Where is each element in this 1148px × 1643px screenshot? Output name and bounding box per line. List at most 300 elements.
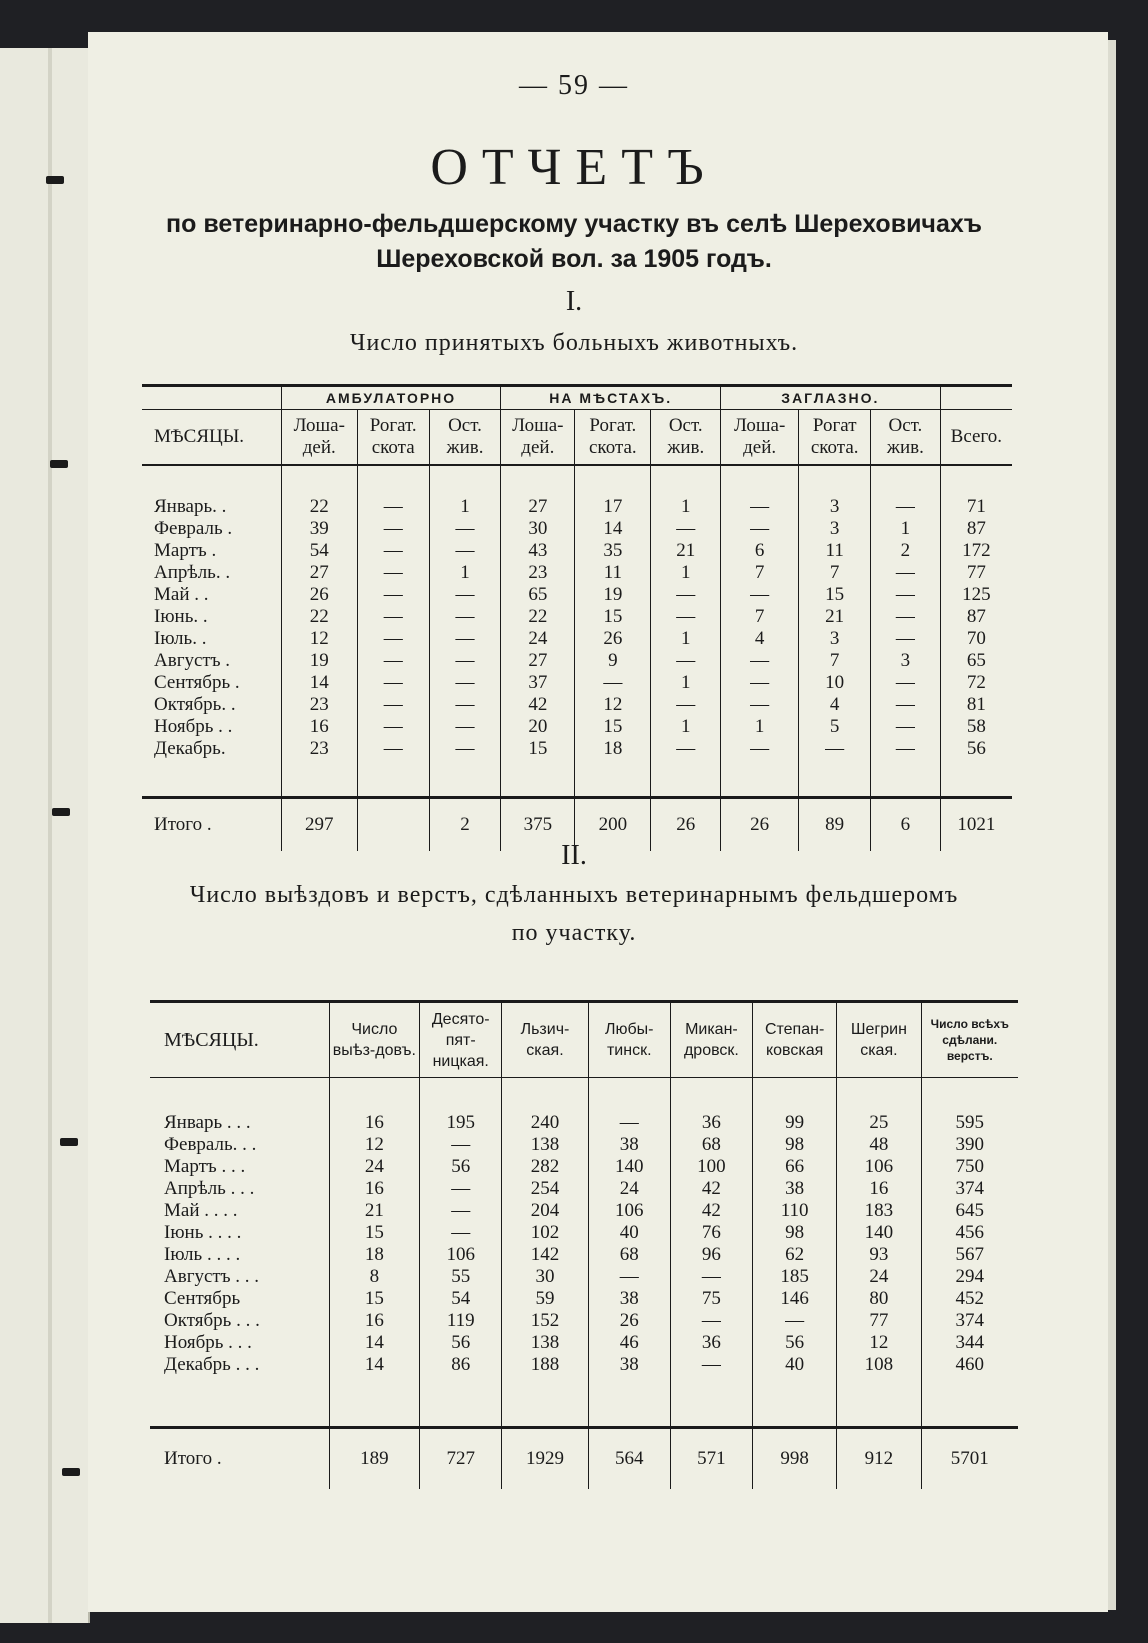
value-cell: 14 [575, 518, 651, 540]
value-cell: 36 [670, 1332, 752, 1354]
value-cell: — [651, 738, 721, 760]
group-header-ambulatory: АМБУЛАТОРНО [281, 386, 501, 410]
value-cell: 12 [281, 628, 357, 650]
value-cell: 595 [921, 1112, 1018, 1134]
value-cell: — [420, 1200, 502, 1222]
table-row [150, 1310, 1018, 1332]
month-cell: Октябрь . . . [164, 1310, 260, 1331]
value-cell: 76 [670, 1222, 752, 1244]
value-cell: — [357, 562, 429, 584]
value-cell: — [420, 1222, 502, 1244]
value-cell: 282 [502, 1156, 588, 1178]
value-cell: 106 [837, 1156, 921, 1178]
value-cell: 93 [837, 1244, 921, 1266]
group-header-remote: ЗАГЛАЗНО. [721, 386, 941, 410]
value-cell: 38 [752, 1178, 836, 1200]
value-cell: — [651, 694, 721, 716]
value-cell: 1 [429, 562, 501, 584]
table-row [142, 694, 1012, 716]
spacer-row [142, 465, 1012, 496]
value-cell: — [429, 606, 501, 628]
value-cell: 23 [281, 738, 357, 760]
value-cell: — [357, 584, 429, 606]
month-cell: Августъ . [154, 650, 231, 671]
value-cell: 146 [752, 1288, 836, 1310]
value-cell: — [721, 584, 799, 606]
value-cell: 3 [871, 650, 941, 672]
value-cell: 46 [588, 1332, 670, 1354]
value-cell: 16 [329, 1310, 420, 1332]
value-cell: 7 [721, 606, 799, 628]
value-cell: 3 [799, 628, 871, 650]
value-cell: 96 [670, 1244, 752, 1266]
value-cell: 59 [502, 1288, 588, 1310]
value-cell: — [670, 1310, 752, 1332]
value-cell: — [429, 650, 501, 672]
value-cell: — [871, 584, 941, 606]
value-cell: 750 [921, 1156, 1018, 1178]
column-header: Ост. жив. [429, 410, 501, 466]
value-cell: — [357, 650, 429, 672]
value-cell: 38 [588, 1354, 670, 1376]
value-cell: 56 [940, 738, 1012, 760]
value-cell: 12 [837, 1332, 921, 1354]
column-header: Лоша-дей. [721, 410, 799, 466]
value-cell: 80 [837, 1288, 921, 1310]
value-cell: 1 [651, 562, 721, 584]
value-cell: — [721, 650, 799, 672]
value-cell: 65 [501, 584, 575, 606]
value-cell: — [871, 738, 941, 760]
table-row [142, 562, 1012, 584]
binding-spine [48, 48, 52, 1623]
value-cell: 119 [420, 1310, 502, 1332]
table-row [150, 1244, 1018, 1266]
value-cell: 23 [501, 562, 575, 584]
value-cell: — [357, 716, 429, 738]
value-cell: 22 [281, 606, 357, 628]
patients-rows [142, 465, 1012, 851]
value-cell: — [357, 518, 429, 540]
total-cell: 1021 [940, 798, 1012, 852]
table-row [150, 1112, 1018, 1134]
month-cell: Декабрь . . . [164, 1354, 260, 1375]
page-edge [1108, 40, 1116, 1610]
table-row [142, 672, 1012, 694]
binding-thread [50, 460, 68, 468]
month-cell: Іюнь . . . . [164, 1222, 242, 1243]
total-cell: 5701 [921, 1428, 1018, 1490]
value-cell: — [357, 672, 429, 694]
value-cell: 48 [837, 1134, 921, 1156]
column-header: Рогат скота. [799, 410, 871, 466]
value-cell: 152 [502, 1310, 588, 1332]
column-header: Шегрин ская. [837, 1002, 921, 1078]
total-cell: 26 [721, 798, 799, 852]
value-cell: 62 [752, 1244, 836, 1266]
table-row [142, 540, 1012, 562]
table-row [150, 1156, 1018, 1178]
value-cell: 195 [420, 1112, 502, 1134]
value-cell: 42 [670, 1178, 752, 1200]
month-cell: Мартъ . [154, 540, 217, 561]
value-cell: — [357, 606, 429, 628]
value-cell: 68 [588, 1244, 670, 1266]
value-cell: 18 [575, 738, 651, 760]
value-cell: 42 [501, 694, 575, 716]
table-row [142, 650, 1012, 672]
value-cell: 71 [940, 496, 1012, 518]
value-cell: 140 [588, 1156, 670, 1178]
value-cell: 30 [502, 1266, 588, 1288]
value-cell: 14 [329, 1332, 420, 1354]
value-cell: 106 [588, 1200, 670, 1222]
value-cell: — [651, 606, 721, 628]
value-cell: 294 [921, 1266, 1018, 1288]
subtitle-line-1: по ветеринарно-фельдшерскому участку въ селѣ Шереховичахъ [166, 210, 982, 238]
month-cell: Ноябрь . . . [164, 1332, 252, 1353]
value-cell: — [420, 1178, 502, 1200]
value-cell: 390 [921, 1134, 1018, 1156]
binding-thread [60, 1138, 78, 1146]
value-cell: 138 [502, 1134, 588, 1156]
total-cell: 2 [429, 798, 501, 852]
total-cell: 375 [501, 798, 575, 852]
value-cell: 1 [651, 628, 721, 650]
value-cell: — [871, 496, 941, 518]
value-cell: 30 [501, 518, 575, 540]
value-cell: 42 [670, 1200, 752, 1222]
value-cell: 240 [502, 1112, 588, 1134]
month-cell: Ноябрь . . [154, 716, 233, 737]
month-cell: Февраль . [154, 518, 233, 539]
value-cell: 374 [921, 1178, 1018, 1200]
value-cell: 16 [329, 1112, 420, 1134]
value-cell: 15 [329, 1288, 420, 1310]
value-cell: 183 [837, 1200, 921, 1222]
column-header: Число выѣз-довъ. [329, 1002, 420, 1078]
value-cell: 40 [588, 1222, 670, 1244]
table-row [150, 1178, 1018, 1200]
value-cell: 54 [281, 540, 357, 562]
total-cell: 912 [837, 1428, 921, 1490]
column-header: Ост. жив. [651, 410, 721, 466]
binding-thread [62, 1468, 80, 1476]
value-cell: 11 [799, 540, 871, 562]
value-cell: 39 [281, 518, 357, 540]
value-cell: 26 [281, 584, 357, 606]
column-header: МѢСЯЦЫ. [142, 410, 281, 466]
value-cell: 15 [575, 716, 651, 738]
value-cell: 15 [501, 738, 575, 760]
section-2-caption-line-2: по участку. [511, 920, 637, 946]
value-cell: 21 [799, 606, 871, 628]
value-cell: 77 [837, 1310, 921, 1332]
value-cell: — [651, 518, 721, 540]
value-cell: — [588, 1112, 670, 1134]
month-cell: Февраль. . . [164, 1134, 257, 1155]
value-cell: 16 [329, 1178, 420, 1200]
total-cell: 189 [329, 1428, 420, 1490]
value-cell: — [357, 540, 429, 562]
value-cell: 17 [575, 496, 651, 518]
value-cell: 38 [588, 1134, 670, 1156]
value-cell: 16 [837, 1178, 921, 1200]
spacer-row [150, 1078, 1018, 1113]
value-cell: 54 [420, 1288, 502, 1310]
table-row [150, 1354, 1018, 1376]
value-cell: — [651, 650, 721, 672]
column-header: Льзич-ская. [502, 1002, 588, 1078]
value-cell: 98 [752, 1134, 836, 1156]
value-cell: 3 [799, 496, 871, 518]
value-cell: 81 [940, 694, 1012, 716]
value-cell: — [429, 716, 501, 738]
value-cell: 19 [575, 584, 651, 606]
value-cell: 11 [575, 562, 651, 584]
patients-table [142, 384, 1012, 851]
facing-page [0, 48, 90, 1623]
value-cell: 125 [940, 584, 1012, 606]
value-cell: 142 [502, 1244, 588, 1266]
value-cell: 3 [799, 518, 871, 540]
column-header: Всего. [940, 410, 1012, 466]
table-row [150, 1200, 1018, 1222]
month-cell: Май . . . . [164, 1200, 238, 1221]
value-cell: 456 [921, 1222, 1018, 1244]
value-cell: 1 [651, 672, 721, 694]
month-cell: Апрѣль. . [154, 562, 231, 583]
value-cell: — [871, 672, 941, 694]
total-cell: 571 [670, 1428, 752, 1490]
value-cell: 43 [501, 540, 575, 562]
value-cell: 460 [921, 1354, 1018, 1376]
total-cell: 1929 [502, 1428, 588, 1490]
value-cell: 22 [501, 606, 575, 628]
binding-thread [52, 808, 70, 816]
value-cell: 15 [799, 584, 871, 606]
value-cell: 87 [940, 606, 1012, 628]
value-cell: 26 [575, 628, 651, 650]
value-cell: 87 [940, 518, 1012, 540]
value-cell: 102 [502, 1222, 588, 1244]
value-cell: 66 [752, 1156, 836, 1178]
table-row [150, 1266, 1018, 1288]
trips-table [150, 1000, 1018, 1489]
value-cell: 172 [940, 540, 1012, 562]
value-cell: 24 [501, 628, 575, 650]
value-cell: 27 [501, 650, 575, 672]
value-cell: — [721, 738, 799, 760]
value-cell: 4 [799, 694, 871, 716]
value-cell: — [670, 1354, 752, 1376]
table-row [150, 1332, 1018, 1354]
value-cell: — [575, 672, 651, 694]
group-header-on-site: НА МѢСТАХЪ. [501, 386, 721, 410]
month-cell: Іюнь. . [154, 606, 208, 627]
total-cell: 89 [799, 798, 871, 852]
total-cell: 998 [752, 1428, 836, 1490]
value-cell: 106 [420, 1244, 502, 1266]
month-cell: Іюль . . . . [164, 1244, 241, 1265]
value-cell: 21 [651, 540, 721, 562]
value-cell: — [871, 562, 941, 584]
value-cell: 7 [721, 562, 799, 584]
spacer-row [142, 760, 1012, 798]
value-cell: 58 [940, 716, 1012, 738]
value-cell: 138 [502, 1332, 588, 1354]
month-cell: Октябрь. . [154, 694, 236, 715]
month-cell: Январь . . . [164, 1112, 251, 1133]
value-cell: 1 [721, 716, 799, 738]
value-cell: — [721, 694, 799, 716]
value-cell: — [871, 716, 941, 738]
column-header: Микан-дровск. [670, 1002, 752, 1078]
value-cell: 7 [799, 562, 871, 584]
total-cell: 200 [575, 798, 651, 852]
value-cell: 7 [799, 650, 871, 672]
value-cell: 56 [752, 1332, 836, 1354]
page-title: ОТЧЕТЪ [430, 139, 718, 196]
value-cell: — [429, 584, 501, 606]
month-cell: Январь. . [154, 496, 227, 517]
section-2-numeral: II. [561, 840, 587, 871]
value-cell: 86 [420, 1354, 502, 1376]
value-cell: 2 [871, 540, 941, 562]
value-cell: 70 [940, 628, 1012, 650]
value-cell: 12 [575, 694, 651, 716]
value-cell: — [420, 1134, 502, 1156]
column-header: МѢСЯЦЫ. [150, 1002, 329, 1078]
month-cell: Іюль. . [154, 628, 207, 649]
section-1-caption: Число принятыхъ больныхъ животныхъ. [349, 330, 799, 356]
value-cell: 35 [575, 540, 651, 562]
table-row [142, 518, 1012, 540]
value-cell: 21 [329, 1200, 420, 1222]
value-cell: 452 [921, 1288, 1018, 1310]
value-cell: — [429, 518, 501, 540]
value-cell: 14 [329, 1354, 420, 1376]
value-cell: 567 [921, 1244, 1018, 1266]
total-cell: 727 [420, 1428, 502, 1490]
value-cell: 15 [329, 1222, 420, 1244]
value-cell: 374 [921, 1310, 1018, 1332]
value-cell: 8 [329, 1266, 420, 1288]
value-cell: 24 [329, 1156, 420, 1178]
value-cell: 188 [502, 1354, 588, 1376]
column-header: Лоша-дей. [281, 410, 357, 466]
group-header-empty [142, 386, 281, 410]
value-cell: — [721, 518, 799, 540]
section-1-numeral: I. [565, 286, 583, 317]
table-row [150, 1222, 1018, 1244]
total-row [150, 1428, 1018, 1490]
total-label: Итого . [150, 1428, 329, 1490]
value-cell: — [429, 628, 501, 650]
value-cell: — [429, 694, 501, 716]
value-cell: 6 [721, 540, 799, 562]
column-header: Рогат. скота [357, 410, 429, 466]
total-cell: 6 [871, 798, 941, 852]
value-cell: 24 [588, 1178, 670, 1200]
value-cell: 98 [752, 1222, 836, 1244]
value-cell: 36 [670, 1112, 752, 1134]
table-row [142, 496, 1012, 518]
group-header-empty [940, 386, 1012, 410]
value-cell: 140 [837, 1222, 921, 1244]
value-cell: 38 [588, 1288, 670, 1310]
column-header: Ост. жив. [871, 410, 941, 466]
value-cell: — [752, 1310, 836, 1332]
value-cell: 1 [651, 716, 721, 738]
section-2-caption-line-1: Число выѣздовъ и верстъ, сдѣланныхъ ветеринарнымъ фельдшеромъ [189, 882, 959, 908]
column-header: Рогат. скота. [575, 410, 651, 466]
total-cell: 564 [588, 1428, 670, 1490]
value-cell: 25 [837, 1112, 921, 1134]
value-cell: — [357, 694, 429, 716]
value-cell: 645 [921, 1200, 1018, 1222]
month-cell: Мартъ . . . [164, 1156, 246, 1177]
value-cell: 40 [752, 1354, 836, 1376]
column-header: Число всѣхъ сдѣлани. верстъ. [921, 1002, 1018, 1078]
value-cell: 23 [281, 694, 357, 716]
column-headers [150, 1002, 1018, 1078]
value-cell: 100 [670, 1156, 752, 1178]
column-header: Десято-пят-ницкая. [420, 1002, 502, 1078]
value-cell: — [871, 694, 941, 716]
value-cell: — [871, 606, 941, 628]
column-header: Степан-ковская [752, 1002, 836, 1078]
month-cell: Августъ . . . [164, 1266, 260, 1287]
table-row [142, 716, 1012, 738]
page-number: — 59 — [519, 70, 629, 101]
value-cell: — [429, 672, 501, 694]
table-row [142, 584, 1012, 606]
value-cell: — [429, 540, 501, 562]
table-row [150, 1134, 1018, 1156]
value-cell: — [871, 628, 941, 650]
column-headers [142, 410, 1012, 466]
value-cell: 99 [752, 1112, 836, 1134]
value-cell: — [721, 496, 799, 518]
value-cell: 14 [281, 672, 357, 694]
value-cell: 56 [420, 1332, 502, 1354]
value-cell: 68 [670, 1134, 752, 1156]
value-cell: 77 [940, 562, 1012, 584]
subtitle-line-2: Шереховской вол. за 1905 годъ. [376, 245, 772, 273]
value-cell: 24 [837, 1266, 921, 1288]
value-cell: 1 [429, 496, 501, 518]
value-cell: 9 [575, 650, 651, 672]
table-row [150, 1288, 1018, 1310]
value-cell: 26 [588, 1310, 670, 1332]
value-cell: 5 [799, 716, 871, 738]
value-cell: — [651, 584, 721, 606]
value-cell: 16 [281, 716, 357, 738]
value-cell: — [357, 738, 429, 760]
column-header: Лоша-дей. [501, 410, 575, 466]
value-cell: — [670, 1266, 752, 1288]
value-cell: — [721, 672, 799, 694]
month-cell: Декабрь. [154, 738, 226, 759]
value-cell: 56 [420, 1156, 502, 1178]
value-cell: — [588, 1266, 670, 1288]
total-cell: 297 [281, 798, 357, 852]
month-cell: Сентябрь . [154, 672, 240, 693]
value-cell: 55 [420, 1266, 502, 1288]
value-cell: 1 [651, 496, 721, 518]
value-cell: 22 [281, 496, 357, 518]
